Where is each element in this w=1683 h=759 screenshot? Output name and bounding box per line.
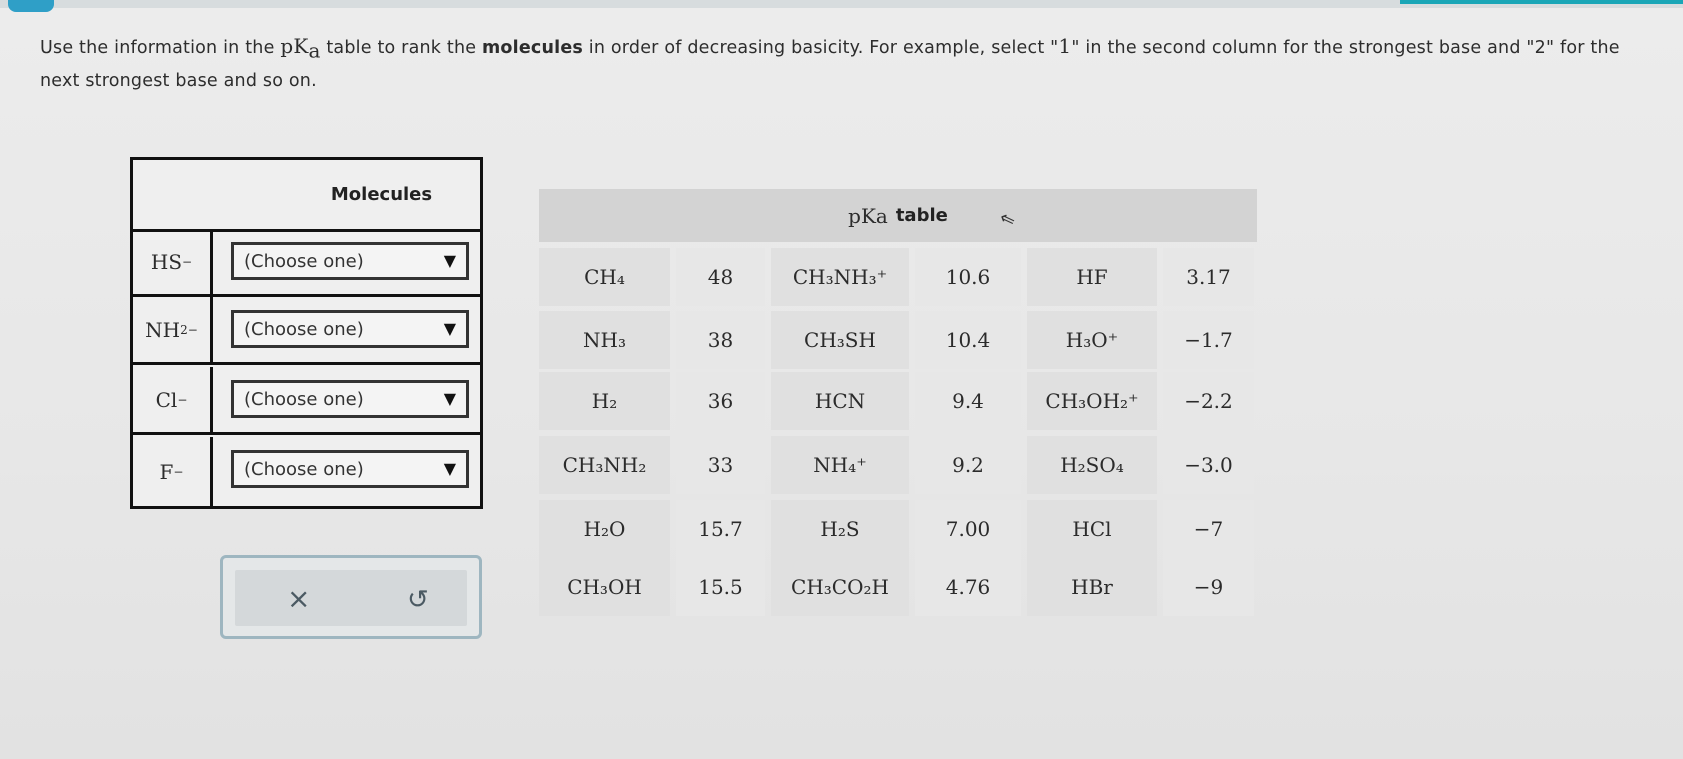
molecule-label: Cl − [133, 367, 213, 432]
pka-cell-acid: H₂SO₄ [1027, 436, 1157, 494]
undo-button[interactable]: ↺ [407, 585, 429, 615]
pka-cell-pka: 9.4 [915, 372, 1021, 430]
pka-cell-acid: H₂O [539, 500, 670, 558]
pka-cell-acid: CH₃CO₂H [771, 558, 909, 616]
pka-cell-acid: CH₃OH [539, 558, 670, 616]
answer-actions [220, 555, 482, 639]
pka-cell-pka: 15.7 [676, 500, 765, 558]
pka-cell-acid: H₂ [539, 372, 670, 430]
pka-cell-pka: 4.76 [915, 558, 1021, 616]
collapse-tab[interactable] [8, 0, 54, 12]
pka-cell-pka: −1.7 [1163, 311, 1254, 369]
table-row [133, 437, 480, 506]
rank-select-f[interactable]: (Choose one) ▼ [231, 450, 469, 488]
pka-cell-pka: −3.0 [1163, 436, 1254, 494]
pka-cell-acid: CH₃SH [771, 311, 909, 369]
molecule-label: F − [133, 437, 213, 506]
dropdown-arrow-icon: ▼ [443, 389, 456, 408]
molecules-ranking-table [130, 157, 483, 509]
pka-cell-acid: NH₃ [539, 311, 670, 369]
pka-cell-acid: HF [1027, 248, 1157, 306]
question-instructions: Use the information in the $pK_a$ table to rank the molecules in order of decreasing basicity. For example, select "1" in the second column for the strongest base and "2" for the next strongest base and so on. [40, 34, 1620, 91]
mouse-cursor-icon: ⇖ [996, 207, 1019, 232]
pka-cell-pka: 3.17 [1163, 248, 1254, 306]
table-row [133, 229, 480, 297]
pka-cell-pka: −2.2 [1163, 372, 1254, 430]
dropdown-arrow-icon: ▼ [443, 459, 456, 478]
table-row [133, 297, 480, 365]
pka-cell-acid: CH₃NH₂ [539, 436, 670, 494]
rank-select-nh2[interactable]: (Choose one) ▼ [231, 310, 469, 348]
top-bar [0, 0, 1683, 8]
molecule-label: NH 2 − [133, 297, 213, 362]
pka-cell-pka: −9 [1163, 558, 1254, 616]
pka-cell-acid: NH₄⁺ [771, 436, 909, 494]
pka-cell-pka: 15.5 [676, 558, 765, 616]
progress-accent [1400, 0, 1683, 4]
rank-select-cl[interactable]: (Choose one) ▼ [231, 380, 469, 418]
pka-table-title: pK a table [539, 189, 1257, 242]
molecules-header: Molecules [133, 160, 480, 232]
pka-cell-pka: 33 [676, 436, 765, 494]
pka-cell-acid: HCl [1027, 500, 1157, 558]
pka-cell-pka: 38 [676, 311, 765, 369]
molecule-label: HS − [133, 229, 213, 294]
pka-cell-acid: HCN [771, 372, 909, 430]
pka-cell-acid: CH₃OH₂⁺ [1027, 372, 1157, 430]
pka-cell-acid: H₃O⁺ [1027, 311, 1157, 369]
dropdown-arrow-icon: ▼ [443, 251, 456, 270]
pka-cell-pka: −7 [1163, 500, 1254, 558]
pka-cell-pka: 36 [676, 372, 765, 430]
rank-select-hs[interactable]: (Choose one) ▼ [231, 242, 469, 280]
pka-cell-pka: 9.2 [915, 436, 1021, 494]
pka-cell-pka: 10.6 [915, 248, 1021, 306]
pka-cell-acid: H₂S [771, 500, 909, 558]
pka-cell-pka: 10.4 [915, 311, 1021, 369]
table-row [133, 367, 480, 435]
pka-cell-pka: 48 [676, 248, 765, 306]
pka-cell-acid: HBr [1027, 558, 1157, 616]
pka-cell-acid: CH₃NH₃⁺ [771, 248, 909, 306]
pka-cell-pka: 7.00 [915, 500, 1021, 558]
action-bar [235, 570, 467, 626]
clear-button[interactable]: × [287, 582, 311, 615]
dropdown-arrow-icon: ▼ [443, 319, 456, 338]
pka-cell-acid: CH₄ [539, 248, 670, 306]
